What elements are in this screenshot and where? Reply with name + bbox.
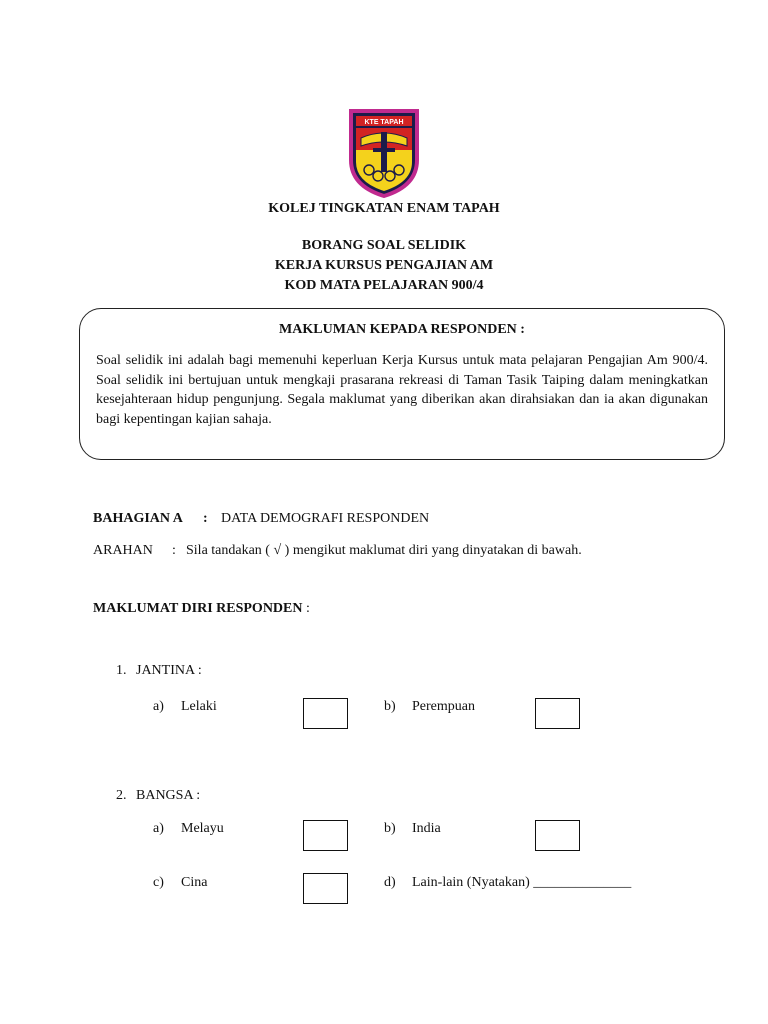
checkbox-lelaki[interactable] <box>303 698 348 729</box>
question-label: BANGSA : <box>136 788 201 803</box>
question-number: 1. <box>116 663 127 678</box>
option-label: Cina <box>181 875 208 890</box>
option-key: b) <box>384 699 396 714</box>
option-key: a) <box>153 699 164 714</box>
section-label: BAHAGIAN A <box>93 511 183 526</box>
checkbox-melayu[interactable] <box>303 820 348 851</box>
form-title: BORANG SOAL SELIDIK <box>301 238 467 253</box>
question-number: 2. <box>116 788 127 803</box>
college-name: KOLEJ TINGKATAN ENAM TAPAH <box>268 201 500 216</box>
option-label-other-field[interactable]: Lain-lain (Nyatakan) ______________ <box>412 875 632 890</box>
subject-code: KOD MATA PELAJARAN 900/4 <box>284 278 484 293</box>
option-label: Lelaki <box>181 699 217 714</box>
notice-title: MAKLUMAN KEPADA RESPONDEN : <box>279 322 525 337</box>
option-key: c) <box>153 875 164 890</box>
notice-body: Soal selidik ini adalah bagi memenuhi keperluan Kerja Kursus untuk mata pelajaran Pengajian Am 900/4. Soal selidik ini bertujuan untuk mengkaji prasarana rekreasi di Taman Tasik Taiping dalam meningkatkan kesejahteraan hidup pengunjung. Segala maklumat yang diberikan akan dirahsiakan dan ia akan digunakan bagi kepentingan kajian sahaja. <box>96 353 708 427</box>
question-race <box>116 788 200 804</box>
instruction-text: Sila tandakan ( √ ) mengikut maklumat diri yang dinyatakan di bawah. <box>186 543 582 558</box>
option-label: India <box>412 821 441 836</box>
crest-text: KTE TAPAH <box>364 119 404 126</box>
checkbox-perempuan[interactable] <box>535 698 580 729</box>
section-name: DATA DEMOGRAFI RESPONDEN <box>221 511 430 526</box>
option-key: a) <box>153 821 164 836</box>
option-label: Melayu <box>181 821 224 836</box>
section-separator: : <box>203 511 208 526</box>
checkbox-india[interactable] <box>535 820 580 851</box>
instruction <box>93 543 693 559</box>
option-key: b) <box>384 821 396 836</box>
coursework-title: KERJA KURSUS PENGAJIAN AM <box>274 258 494 273</box>
college-crest-logo <box>347 108 421 198</box>
personal-info-label: MAKLUMAT DIRI RESPONDEN <box>93 601 303 616</box>
personal-info-heading <box>93 601 310 617</box>
option-key: d) <box>384 875 396 890</box>
instruction-label: ARAHAN <box>93 543 153 558</box>
question-gender <box>116 663 202 679</box>
option-label: Perempuan <box>412 699 475 714</box>
respondent-notice-box <box>79 308 725 460</box>
checkbox-cina[interactable] <box>303 873 348 904</box>
section-heading <box>93 511 430 527</box>
personal-info-suffix: : <box>302 601 310 616</box>
question-label: JANTINA : <box>136 663 202 678</box>
instruction-separator: : <box>172 543 176 558</box>
